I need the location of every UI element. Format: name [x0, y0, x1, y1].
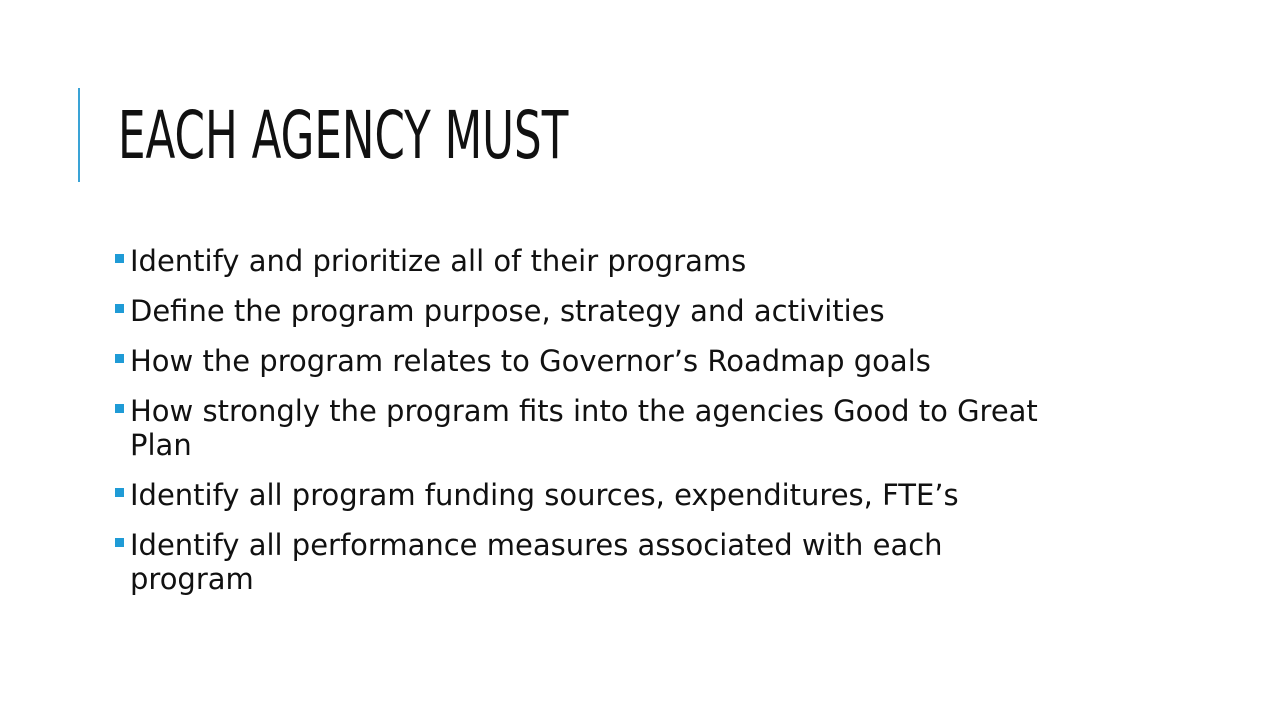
bullet-item — [112, 344, 1072, 378]
slide-title: EACH AGENCY MUST — [118, 97, 569, 174]
bullet-text: Identify all program funding sources, expenditures, FTE’s — [130, 478, 959, 512]
square-bullet-icon — [115, 538, 124, 547]
bullet-text: Identify all performance measures associated with each program — [130, 528, 943, 596]
bullet-item — [112, 528, 1072, 596]
bullet-text: How the program relates to Governor’s Roadmap goals — [130, 344, 931, 378]
bullet-item — [112, 394, 1072, 462]
square-bullet-icon — [115, 404, 124, 413]
title-accent-bar — [78, 88, 80, 182]
bullet-item — [112, 244, 1072, 278]
square-bullet-icon — [115, 254, 124, 263]
bullet-item — [112, 478, 1072, 512]
square-bullet-icon — [115, 488, 124, 497]
square-bullet-icon — [115, 304, 124, 313]
square-bullet-icon — [115, 354, 124, 363]
bullet-item — [112, 294, 1072, 328]
bullet-text: Define the program purpose, strategy and activities — [130, 294, 885, 328]
bullet-text: How strongly the program fits into the agencies Good to Great Plan — [130, 394, 1038, 462]
bullet-list — [112, 244, 1072, 612]
bullet-text: Identify and prioritize all of their programs — [130, 244, 747, 278]
